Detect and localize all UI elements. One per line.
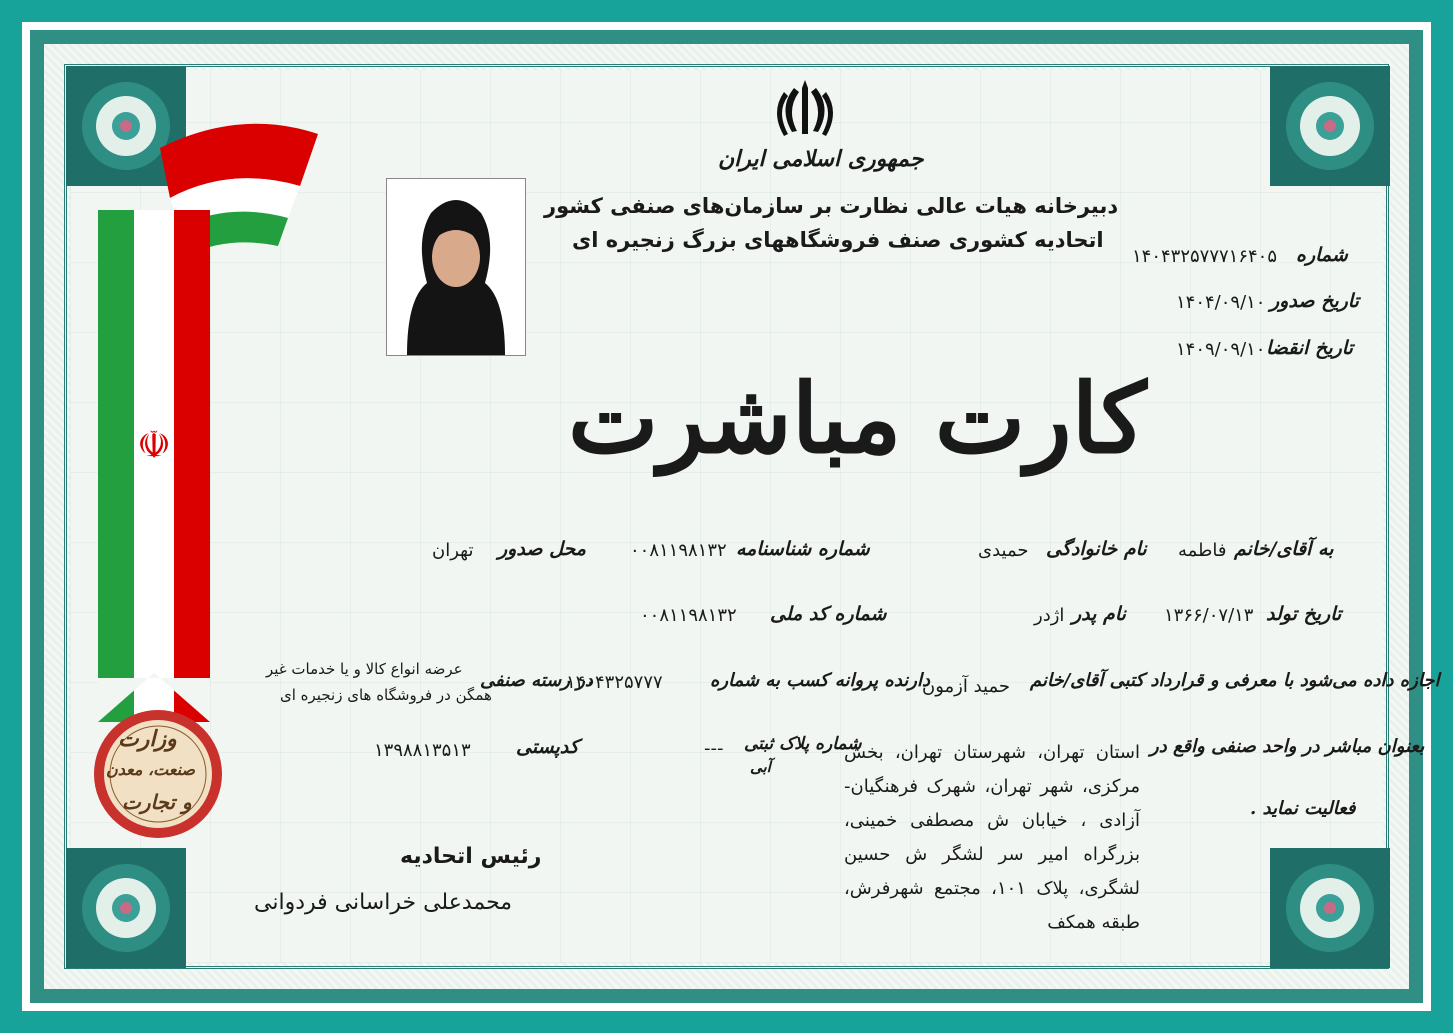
- plate-value: ---: [704, 738, 724, 759]
- issue-place-value: تهران: [432, 540, 474, 561]
- birth-date-label: تاریخ تولد: [1266, 603, 1342, 625]
- family-name-label: نام خانوادگی: [1046, 538, 1147, 560]
- issue-date-label: تاریخ صدور: [1270, 290, 1359, 312]
- signature-role: رئیس اتحادیه: [400, 844, 542, 869]
- unit-location-label: بعنوان مباشر در واحد صنفی واقع در: [1150, 736, 1425, 757]
- card-number-value: ۱۴۰۴۳۲۵۷۷۷۱۶۴۰۵: [1132, 246, 1278, 267]
- id-number-value: ۰۰۸۱۱۹۸۱۳۲: [630, 540, 727, 561]
- country-name: جمهوری اسلامی ایران: [718, 146, 924, 172]
- postal-code-value: ۱۳۹۸۸۱۳۵۱۳: [374, 740, 471, 761]
- card-number-label: شماره: [1296, 244, 1348, 266]
- iran-emblem-icon: [772, 76, 838, 142]
- plate-sub-label: آبی: [750, 758, 771, 776]
- card-title: کارت مباشرت: [568, 362, 1147, 475]
- family-name-value: حمیدی: [978, 540, 1029, 561]
- expiry-date-value: ۱۴۰۹/۰۹/۱۰: [1176, 339, 1266, 360]
- seal-line-3: و تجارت: [122, 790, 192, 814]
- to-label: به آقای/خانم: [1234, 538, 1334, 560]
- holder-photo: [386, 178, 526, 356]
- father-name-value: اژدر: [1034, 605, 1065, 626]
- license-label: دارنده پروانه کسب به شماره: [710, 670, 931, 691]
- id-number-label: شماره شناسنامه: [736, 538, 870, 560]
- corner-ornament-icon: [1270, 848, 1390, 968]
- postal-code-label: کدپستی: [516, 736, 579, 758]
- first-name-value: فاطمه: [1178, 540, 1227, 561]
- issue-date-value: ۱۴۰۴/۰۹/۱۰: [1176, 292, 1266, 313]
- signature-name: محمدعلی خراسانی فردوانی: [254, 890, 513, 915]
- license-number-value: ۱۴۰۴۳۲۵۷۷۷: [566, 672, 663, 693]
- seal-line-2: صنعت، معدن: [106, 760, 196, 779]
- org-title-line-2: اتحادیه کشوری صنف فروشگاههای بزرگ زنجیره ای: [572, 228, 1104, 252]
- corner-ornament-icon: [1270, 66, 1390, 186]
- org-title-line-1: دبیرخانه هیات عالی نظارت بر سازمان‌های صنفی کشور: [544, 194, 1119, 218]
- corner-ornament-icon: [66, 848, 186, 968]
- address-value: استان تهران، شهرستان تهران، بخش مرکزی، شهر تهران، شهرک فرهنگیان-آزادی ، خیابان ش مصطفی خمینی، بزرگراه امیر سر لشگر ش حسین لشگری، پلاک ۱۰۱، مجتمع شهرفرش، طبقه همکف: [844, 742, 1140, 933]
- plate-label: شماره پلاک ثبتی: [744, 734, 862, 754]
- category-value-line-1: عرضه انواع کالا و یا خدمات غیر: [266, 660, 463, 678]
- father-name-label: نام پدر: [1072, 603, 1126, 625]
- national-code-value: ۰۰۸۱۱۹۸۱۳۲: [640, 605, 737, 626]
- permission-text: اجازه داده می‌شود با معرفی و قرارداد کتبی آقای/خانم: [1030, 670, 1440, 691]
- seal-line-1: وزارت: [118, 726, 177, 752]
- birth-date-value: ۱۳۶۶/۰۷/۱۳: [1164, 605, 1254, 626]
- owner-name-value: حمید آزمون: [922, 676, 1010, 697]
- activity-text: فعالیت نماید .: [1250, 798, 1356, 819]
- category-label: در رسته صنفی: [480, 670, 593, 691]
- expiry-date-label: تاریخ انقضا: [1266, 337, 1353, 359]
- national-code-label: شماره کد ملی: [770, 603, 887, 625]
- issue-place-label: محل صدور: [498, 538, 586, 560]
- svg-text:☫: ☫: [136, 423, 172, 467]
- iran-flag-ribbon-icon: [90, 118, 320, 728]
- category-value-line-2: همگن در فروشگاه های زنجیره ای: [280, 686, 492, 704]
